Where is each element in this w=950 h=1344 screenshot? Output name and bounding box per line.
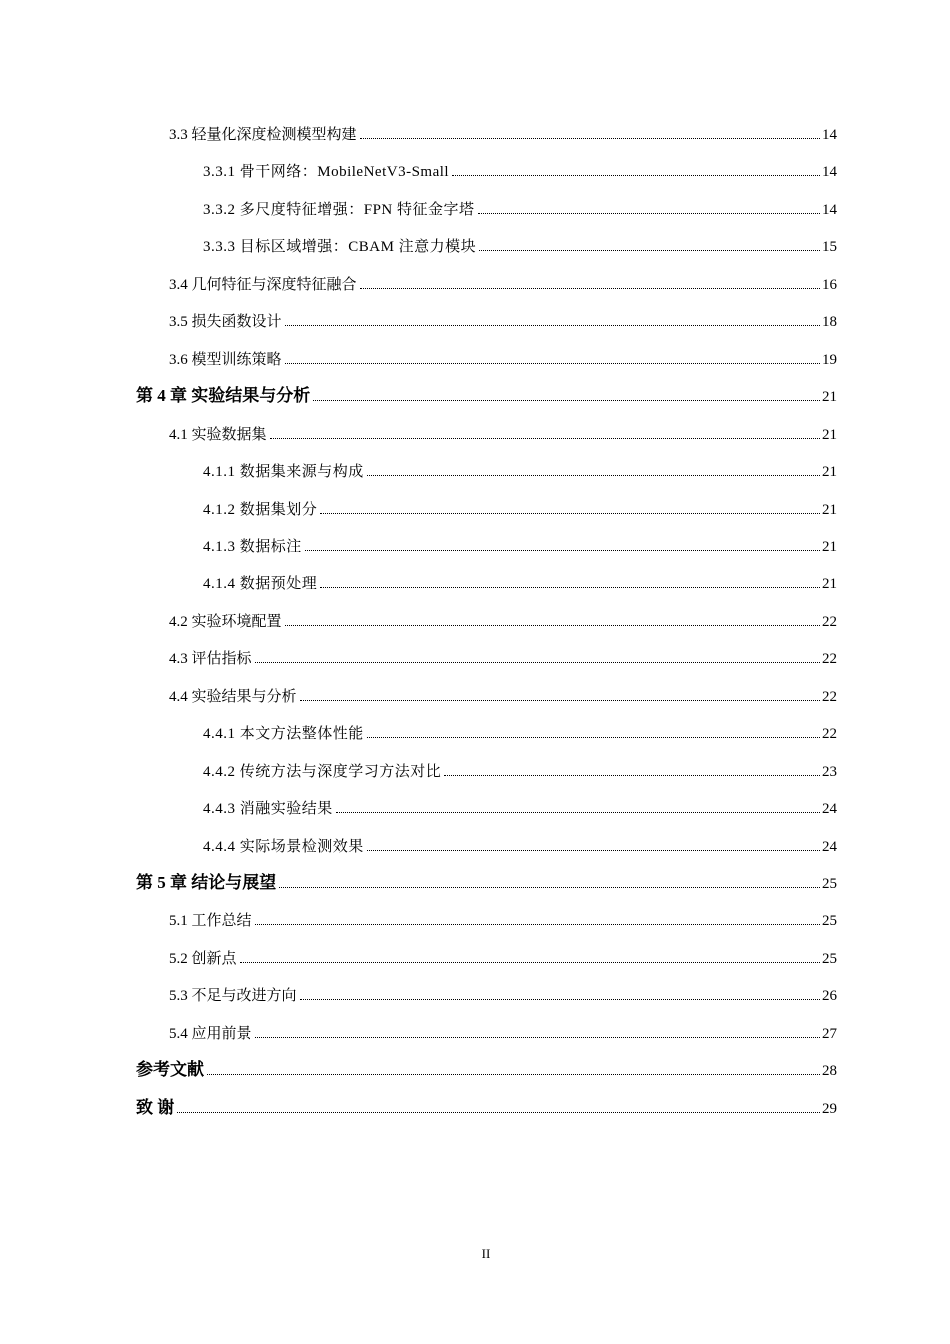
toc-entry-page: 19 <box>822 351 837 368</box>
toc-entry[interactable] <box>203 157 837 181</box>
toc-entry-page: 16 <box>822 276 837 293</box>
toc-entry-page: 14 <box>822 164 837 181</box>
toc-leader-dots <box>285 362 820 364</box>
toc-leader-dots <box>207 1073 820 1075</box>
toc-leader-dots <box>255 1036 820 1038</box>
toc-leader-dots <box>255 661 820 663</box>
toc-entry-page: 15 <box>822 239 837 256</box>
toc-entry-title: 4.1.3 数据标注 <box>203 538 302 555</box>
toc-entry-page: 22 <box>822 726 837 743</box>
toc-leader-dots <box>279 886 820 888</box>
toc-leader-dots <box>444 774 820 776</box>
toc-entry-title: 参考文献 <box>136 1060 204 1080</box>
toc-leader-dots <box>360 287 820 289</box>
toc-entry-title: 3.3.2 多尺度特征增强：FPN 特征金字塔 <box>203 201 475 218</box>
toc-entry-title: 3.6 模型训练策略 <box>169 351 282 368</box>
toc-entry-title: 第 4 章 实验结果与分析 <box>136 386 311 406</box>
toc-entry[interactable] <box>136 1056 837 1080</box>
toc-entry-page: 21 <box>822 501 837 518</box>
toc-entry[interactable] <box>136 869 837 893</box>
toc-entry-title: 4.4.3 消融实验结果 <box>203 801 333 818</box>
toc-entry[interactable] <box>136 382 837 406</box>
toc-leader-dots <box>240 961 820 963</box>
toc-entry[interactable] <box>203 232 837 256</box>
toc-entry-title: 3.3.3 目标区域增强：CBAM 注意力模块 <box>203 239 477 256</box>
toc-entry-title: 5.1 工作总结 <box>169 913 252 930</box>
toc-entry-page: 25 <box>822 913 837 930</box>
toc-entry[interactable] <box>203 457 837 481</box>
toc-leader-dots <box>313 399 820 401</box>
toc-entry-page: 21 <box>822 389 837 406</box>
toc-entry-page: 22 <box>822 613 837 630</box>
toc-entry[interactable] <box>169 607 837 631</box>
toc-entry-title: 4.1.1 数据集来源与构成 <box>203 464 364 481</box>
toc-entry-page: 22 <box>822 651 837 668</box>
toc-entry-title: 4.1.2 数据集划分 <box>203 501 318 518</box>
toc-entry[interactable] <box>136 1094 837 1118</box>
toc-leader-dots <box>177 1111 820 1113</box>
toc-entry[interactable] <box>169 682 837 706</box>
toc-entry-page: 21 <box>822 464 837 481</box>
toc-entry-page: 21 <box>822 538 837 555</box>
toc-entry[interactable] <box>203 719 837 743</box>
toc-entry-page: 25 <box>822 876 837 892</box>
toc-leader-dots <box>478 212 820 214</box>
toc-entry-title: 4.4.4 实际场景检测效果 <box>203 838 364 855</box>
toc-entry-page: 27 <box>822 1025 837 1042</box>
toc-leader-dots <box>320 586 820 588</box>
toc-entry[interactable] <box>169 1019 837 1043</box>
toc-entry-title: 3.5 损失函数设计 <box>169 314 282 331</box>
toc-entry-title: 4.1.4 数据预处理 <box>203 576 318 593</box>
toc-entry[interactable] <box>203 195 837 219</box>
toc-entry-page: 28 <box>822 1063 837 1080</box>
toc-entry-title: 5.2 创新点 <box>169 950 237 967</box>
toc-entry[interactable] <box>203 757 837 781</box>
toc-leader-dots <box>285 324 820 326</box>
toc-entry[interactable] <box>203 832 837 856</box>
toc-entry-title: 5.3 不足与改进方向 <box>169 988 297 1005</box>
toc-leader-dots <box>367 474 820 476</box>
page-number: II <box>481 1246 491 1261</box>
toc-leader-dots <box>255 923 820 925</box>
toc-entry-page: 22 <box>822 688 837 705</box>
toc-leader-dots <box>367 849 820 851</box>
toc-entry-title: 致 谢 <box>136 1097 175 1117</box>
toc-entry[interactable] <box>203 794 837 818</box>
toc-leader-dots <box>320 512 820 514</box>
toc-leader-dots <box>285 624 820 626</box>
toc-entry-page: 21 <box>822 576 837 593</box>
toc-entry[interactable] <box>169 644 837 668</box>
toc-entry-title: 3.3.1 骨干网络：MobileNetV3-Small <box>203 164 450 181</box>
toc-entry[interactable] <box>169 906 837 930</box>
toc-leader-dots <box>305 549 820 551</box>
toc-leader-dots <box>367 736 820 738</box>
toc-entry-page: 29 <box>822 1100 837 1117</box>
toc-entry-title: 4.4 实验结果与分析 <box>169 688 297 705</box>
toc-entry[interactable] <box>203 495 837 519</box>
toc-leader-dots <box>452 174 820 176</box>
toc-leader-dots <box>270 437 820 439</box>
toc-entry-title: 4.2 实验环境配置 <box>169 613 282 630</box>
toc-entry-page: 21 <box>822 426 837 443</box>
toc-entry[interactable] <box>169 270 837 294</box>
toc-leader-dots <box>336 811 820 813</box>
toc-entry-page: 25 <box>822 950 837 967</box>
toc-entry-title: 4.1 实验数据集 <box>169 426 267 443</box>
toc-entry[interactable] <box>203 532 837 556</box>
toc-entry-title: 5.4 应用前景 <box>169 1025 252 1042</box>
toc-entry-page: 26 <box>822 988 837 1005</box>
toc-entry[interactable] <box>169 307 837 331</box>
toc-entry[interactable] <box>169 420 837 444</box>
toc-entry-title: 4.4.2 传统方法与深度学习方法对比 <box>203 763 442 780</box>
toc-entry-title: 第 5 章 结论与展望 <box>136 873 277 892</box>
toc-entry-title: 3.4 几何特征与深度特征融合 <box>169 276 357 293</box>
toc-entry-page: 24 <box>822 838 837 855</box>
toc-entry[interactable] <box>169 944 837 968</box>
toc-entry[interactable] <box>169 345 837 369</box>
toc-entry[interactable] <box>169 981 837 1005</box>
toc-entry-page: 14 <box>822 127 837 143</box>
toc-entry-page: 24 <box>822 801 837 818</box>
toc-leader-dots <box>360 137 820 139</box>
toc-entry-page: 18 <box>822 314 837 331</box>
toc-entry-page: 23 <box>822 763 837 780</box>
toc-entry-title: 4.4.1 本文方法整体性能 <box>203 726 364 743</box>
toc-entry-page: 14 <box>822 201 837 218</box>
toc-leader-dots <box>479 249 820 251</box>
toc-entry[interactable] <box>169 120 837 144</box>
toc-entry[interactable] <box>203 569 837 593</box>
toc-entry-title: 4.3 评估指标 <box>169 651 252 668</box>
toc-entry-title: 3.3 轻量化深度检测模型构建 <box>169 127 357 143</box>
toc-leader-dots <box>300 998 820 1000</box>
toc-leader-dots <box>300 699 820 701</box>
